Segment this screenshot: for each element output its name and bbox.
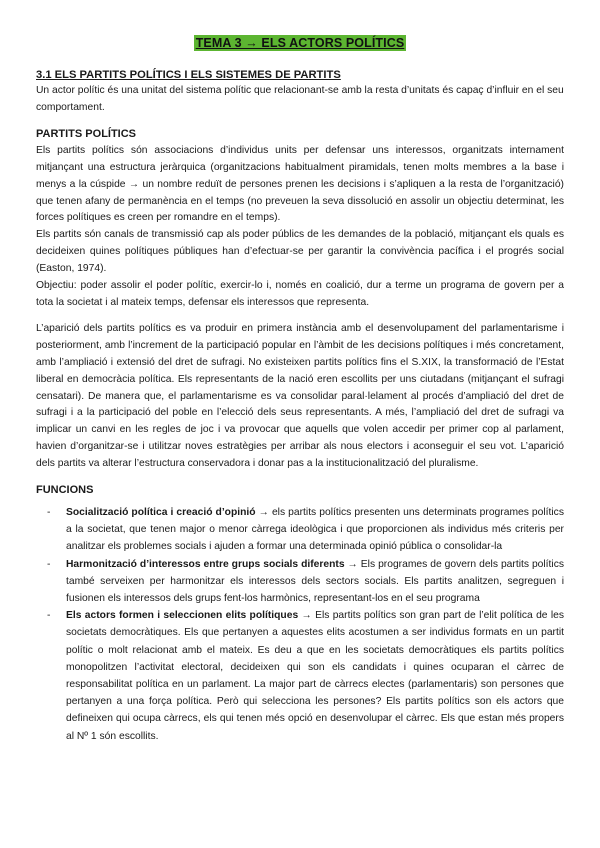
funcio-item [36,607,564,745]
partits-paragraph-1: Els partits polítics són associacions d’individus units per defensar uns interessos, organitzats internament mitjançant una estructura jeràrquica (organitzacions habitualment piramidals, tenen molts membres a la base i menys a la cúspide → un nombre reduït de persones prenen les decisions i s’apliquen a la resta de l’organització) que tenen afany de permanència en el temps (no preveuen la seva dissolució en assolir un objectiu determinat, les forces polítiques es creen per romandre en el temps). [36,144,564,224]
funcio-item-text: → els partits polítics presenten uns determinats programes polítics a la societat, que tenen major o menor càrrega ideològica i que proporcionen als individus més criteris per analitzar els problemes socials i ajuden a formar una determinada opinió pública o consolidar-la [66,507,564,553]
partits-paragraph-2: Els partits són canals de transmissió cap als poder públics de les demandes de la població, mitjançant els quals es decideixen quines polítiques públiques han d’efectuar-se per garantir la convivència pacífica i el progrés social (Easton, 1974). [36,229,564,275]
funcio-item-title: Harmonització d’interessos entre grups socials diferents [66,558,345,570]
paragraph-gap [36,312,564,321]
funcio-item-title: Els actors formen i seleccionen elits polítiques [66,610,299,622]
funcio-item-text: → Els partits polítics son gran part de l’elit política de les societats democràtiques. Els que pertanyen a aquestes elits acostumen a ser individus formats en un partit polític o molt relacionat amb el mateix. Es deu a que en les societats democràtiques els partits polítics monopolitzen l’activitat electoral, decideixen qui son els candidats i quines ocuparan el càrrec de responsabilitat política en un parlament. La major part de càrrecs electes (parlamentaris) son persones que pertanyen a una força política. Però qui selecciona les persones? Els partits polítics son els actors que defineixen qui ocupa càrrecs, els qui tenen més opció en desenvolupar el càrrec. Els que estan més propers al Nº 1 són escollits. [66,610,564,742]
funcions-list [36,504,564,745]
funcio-item [36,556,564,608]
bullet-dash-icon: - [47,610,51,622]
funcio-item [36,504,564,556]
document-title: TEMA 3 → ELS ACTORS POLÍTICS [195,36,405,50]
partits-paragraph-4: L’aparició dels partits polítics es va produir en primera instància amb el desenvolupament del parlamentarisme i posteriorment, amb l’increment de la participació popular en l’àmbit de les decisions polítiques i més concretament, amb l’ampliació i extensió del dret de sufragi. No existeixen partits polítics fins el S.XIX, la transformació de l’Estat liberal en democràcia política. Els representants de la nació eren escollits per uns ciutadans (mitjançant el sufragi censatari). De manera que, el parlamentarisme es va consolidar paral·lelament al procés d’ampliació del dret de sufragi i a la participació del poble en l’elecció dels seus representants. A més, l’ampliació del dret de sufragi va implicar un canvi en les regles de joc i va provocar que aquells que volen accedir per primer cop al parlament, havien d’organitzar-se i utilitzar noves estratègies per arribar als nous electors i aconseguir el seu vot. L’aparició dels partits va alterar l’estructura conservadora i donar pas a la institucionalització del pluralisme. [36,322,564,470]
funcions-heading: FUNCIONS [36,484,94,497]
partits-paragraph-3: Objectiu: poder assolir el poder polític, exercir-lo i, només en coalició, dur a terme un programa de govern per a tota la societat i al mateix temps, defensar els interessos que representa. [36,280,564,308]
section-heading: 3.1 ELS PARTITS POLÍTICS I ELS SISTEMES DE PARTITS [36,69,341,81]
title-wrap [36,34,564,52]
section-intro: Un actor polític és una unitat del sistema polític que relacionant-se amb la resta d’unitats és capaç d’influir en el seu comportament. [36,85,564,113]
bullet-dash-icon: - [47,558,51,570]
funcio-item-title: Socialització política i creació d’opinió [66,507,256,519]
partits-heading: PARTITS POLÍTICS [36,127,137,140]
bullet-dash-icon: - [47,507,51,519]
funcio-item-text: → Els programes de govern dels partits polítics també serveixen per harmonitzar els interessos dels sectors socials. Els partits analitzen, segreguen i fusionen els interessos dels grups fent-los harmònics, representant-los en el seu programa [66,558,564,605]
